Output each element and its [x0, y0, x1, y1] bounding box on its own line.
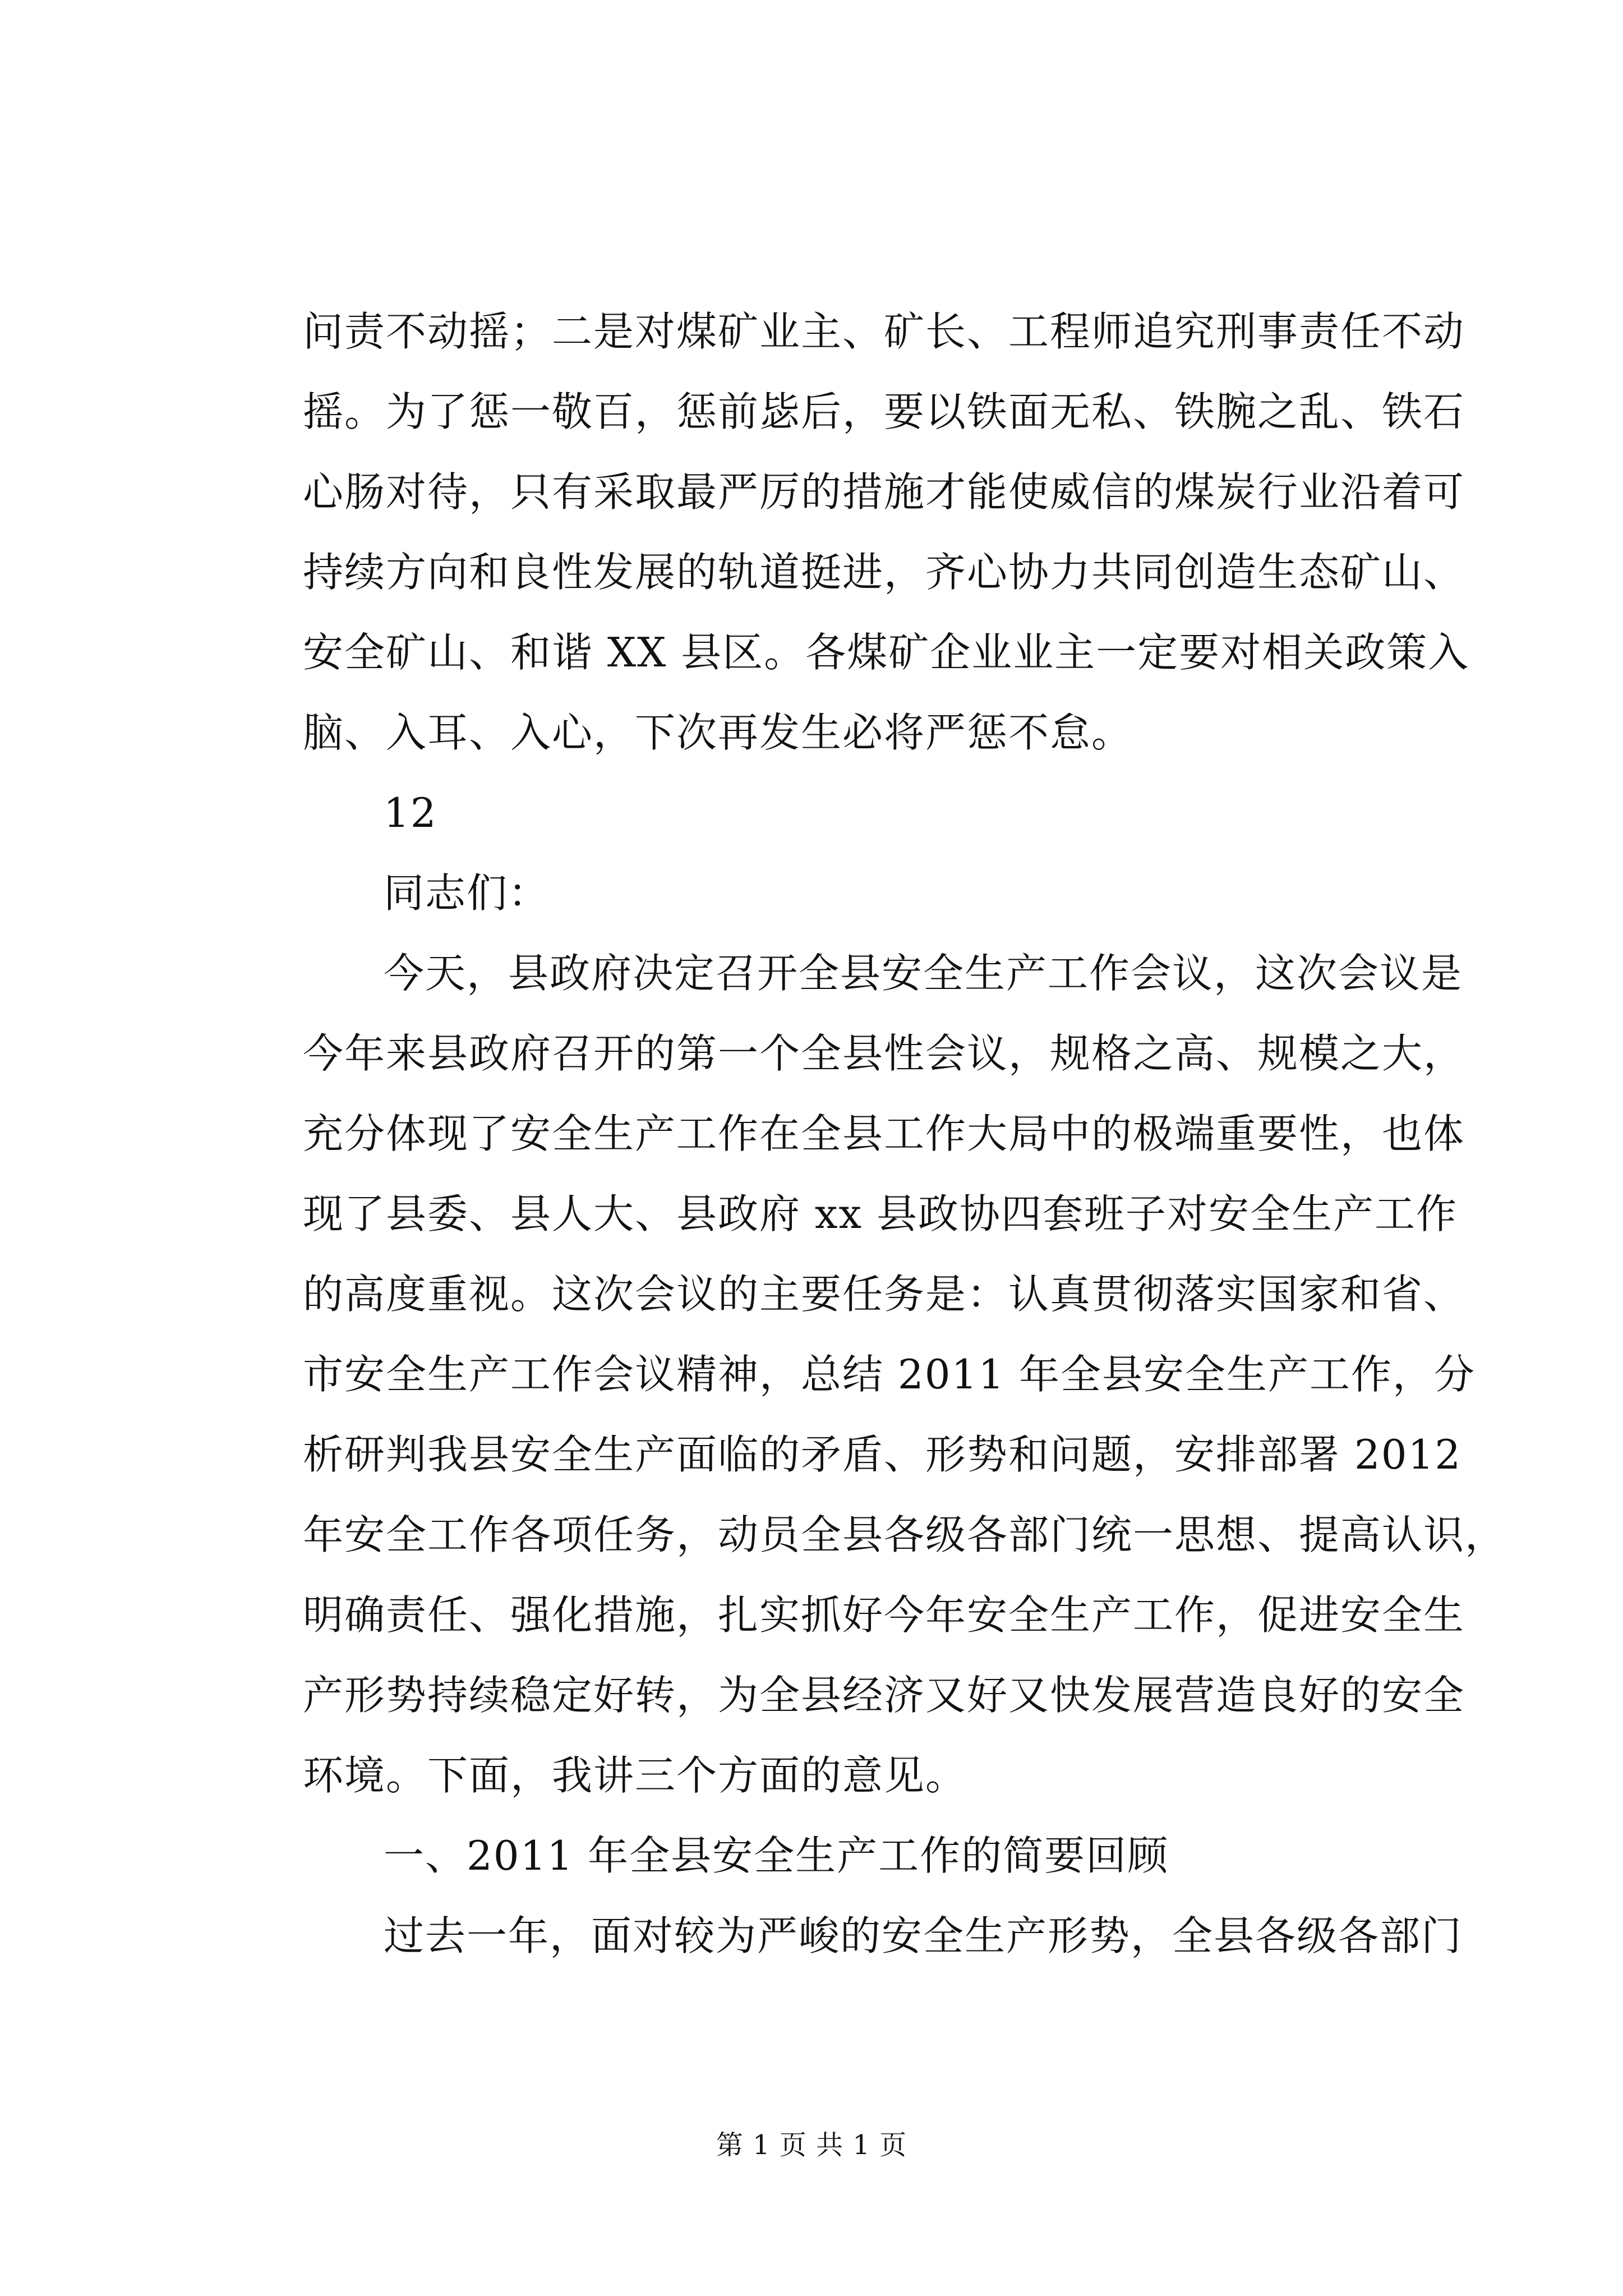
salutation: 同志们： — [384, 869, 550, 917]
body-line: 的高度重视。这次会议的主要任务是：认真贯彻落实国家和省、 — [303, 1271, 1465, 1318]
body-line: 明确责任、强化措施，扎实抓好今年安全生产工作，促进安全生 — [303, 1591, 1465, 1639]
body-line: 摇。为了惩一敬百，惩前毖后，要以铁面无私、铁腕之乱、铁石 — [303, 388, 1465, 435]
body-line: 安全矿山、和谐 XX 县区。各煤矿企业业主一定要对相关政策入 — [303, 629, 1470, 676]
body-line: 问责不动摇；二是对煤矿业主、矿长、工程师追究刑事责任不动 — [303, 308, 1465, 355]
section-heading: 一、2011 年全县安全生产工作的简要回顾 — [384, 1832, 1169, 1879]
body-line: 现了县委、县人大、县政府 xx 县政协四套班子对安全生产工作 — [303, 1190, 1458, 1237]
body-line: 充分体现了安全生产工作在全县工作大局中的极端重要性，也体 — [303, 1110, 1465, 1157]
body-line: 心肠对待，只有采取最严厉的措施才能使威信的煤炭行业沿着可 — [303, 468, 1465, 516]
body-line: 产形势持续稳定好转，为全县经济又好又快发展营造良好的安全 — [303, 1672, 1465, 1719]
body-line: 环境。下面，我讲三个方面的意见。 — [303, 1752, 967, 1799]
body-line: 脑、入耳、入心，下次再发生必将严惩不怠。 — [303, 709, 1133, 756]
section-number: 12 — [384, 789, 437, 836]
body-line: 析研判我县安全生产面临的矛盾、形势和问题，安排部署 2012 — [303, 1431, 1462, 1478]
page-footer: 第 1 页 共 1 页 — [716, 2129, 907, 2161]
body-line: 市安全生产工作会议精神，总结 2011 年全县安全生产工作，分 — [303, 1351, 1476, 1398]
body-line: 年安全工作各项任务，动员全县各级各部门统一思想、提高认识， — [303, 1511, 1507, 1558]
paragraph-start: 过去一年，面对较为严峻的安全生产形势，全县各级各部门 — [384, 1912, 1463, 1959]
body-line: 今年来县政府召开的第一个全县性会议，规格之高、规模之大， — [303, 1030, 1465, 1077]
body-line: 持续方向和良性发展的轨道挺进，齐心协力共同创造生态矿山、 — [303, 549, 1465, 596]
paragraph-start: 今天，县政府决定召开全县安全生产工作会议，这次会议是 — [384, 950, 1463, 997]
